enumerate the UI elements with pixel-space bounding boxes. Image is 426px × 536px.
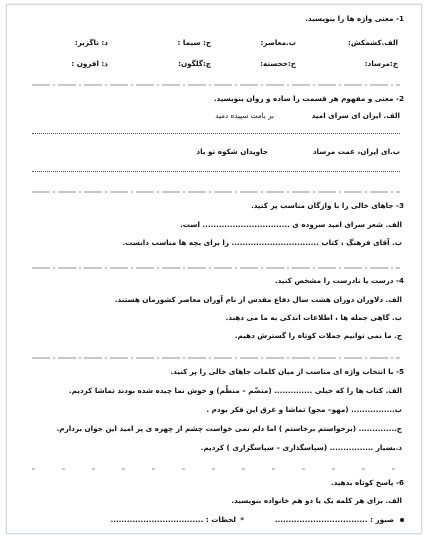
q1-term-4: د: ناگزیر:: [74, 38, 108, 47]
q3-item-a: الف. شعر سرای امید سروده ی ................................ است.: [180, 220, 402, 229]
answer-line: [32, 170, 400, 172]
section-divider: [32, 352, 400, 360]
q2-verse-a2: بر بامت سپیده دمید: [215, 111, 274, 120]
q1-term-5: خ:مرساد:: [364, 59, 398, 68]
q3-item-b: ب. آقای فرهنگ ، کتاب ................................ را برای بچه ها مناسب دانست.: [122, 238, 402, 247]
q5-title: 5- با انتخاب واژه ای مناسب از میان کلمات جاهای خالی را پر کنید.: [170, 367, 404, 376]
q4-item-a: الف. دلاوران دوران هشت سال دفاع مقدس از نام آوران معاصر کشورمان هستند.: [114, 295, 402, 304]
section-divider: [32, 79, 400, 87]
q1-term-1: الف.کشمکش:: [348, 38, 398, 47]
answer-line: [32, 132, 400, 134]
q1-title: 1- معنی واژه ها را بنویسید.: [305, 14, 404, 23]
q3-title: 3- جاهای خالی را با واژگان مناسب پر کنید.: [251, 201, 404, 210]
q5-item-a: الف. کتاب ها را که خیلی .............. (منضّم – منظّم) و خوش نما چیده شده بودند تماشا کردیم.: [68, 386, 402, 395]
q4-item-b: ب. گاهی جمله ها ، اطلاعات اندکی به ما می دهند.: [225, 313, 402, 322]
q5-item-c: ج.............. (برخواستم برخاستم ) اما دلم نمی خواست چشم از چهره ی پر امید این جوان بردارم.: [56, 424, 402, 433]
q1-term-3: ج: سیما :: [177, 38, 211, 47]
q2-verse-a: الف. ایران ای سرای امید: [311, 111, 400, 120]
q1-term-8: ذ: افزون :: [71, 59, 108, 68]
q2-title: 2- معنی و مفهوم هر قسمت را ساده و روان بنویسید.: [213, 94, 404, 103]
bullet-icon: [400, 518, 404, 522]
q4-item-c: ج. ما نمی توانیم جملات کوتاه را گسترش دهیم.: [234, 331, 402, 340]
q6-word-1: صبور : ..................................: [274, 515, 394, 524]
section-divider: [32, 186, 400, 194]
section-divider: [32, 463, 400, 471]
q6-star: *: [240, 515, 244, 524]
section-divider: [32, 262, 400, 270]
q1-term-2: ب.معاصر:: [260, 38, 296, 47]
q2-verse-b2: جاویدان شکوه تو باد: [196, 147, 268, 156]
q4-title: 4- درست یا نادرست را مشخص کنید.: [274, 276, 404, 285]
q6-item-a: الف. برای هر کلمه یک یا دو هم خانواده بنویسید.: [231, 496, 402, 505]
q5-item-d: د.بسیار ................ (سپاسگذاری – سپاسگزاری ) کردیم.: [200, 443, 402, 452]
q1-term-6: ح:خجسته:: [260, 59, 296, 68]
q1-term-7: چ:گلگون:: [178, 59, 211, 68]
q6-word-2: لحظات : ..................................: [110, 515, 236, 524]
q2-verse-b: ب.ای ایران، غمت مرساد: [312, 147, 400, 156]
q5-item-b: ب................ (مهو– محو) تماشا و غرق این فکر بودم .: [206, 405, 402, 414]
q6-title: 6- پاسخ کوتاه بدهید.: [330, 478, 404, 487]
